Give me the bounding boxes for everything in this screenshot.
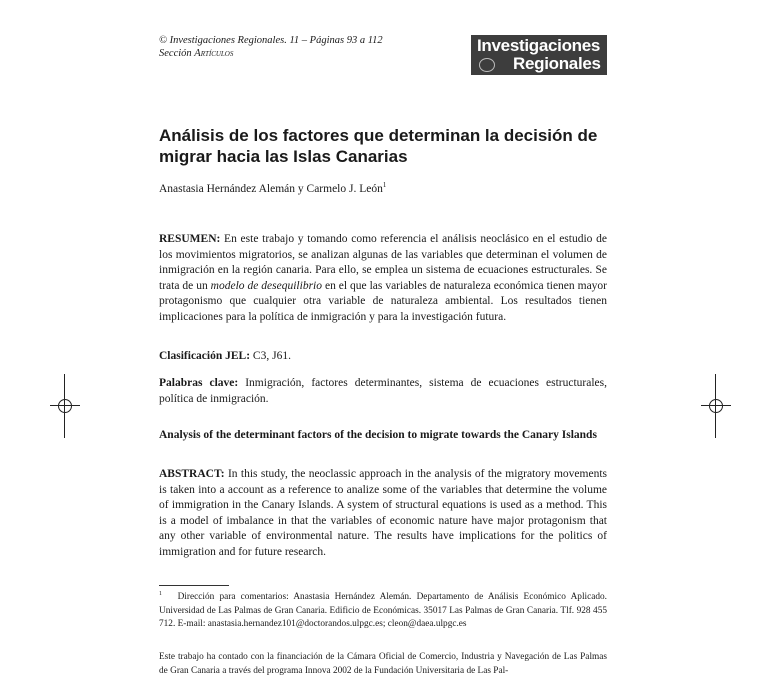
footnote-1-text: Dirección para comentarios: Anastasia Hernández Alemán. Departamento de Análisis Económico Aplicado. Universidad de Las Palmas de Gran Canaria. Edificio de Económicas. 35017 Las Palmas de Gran Canaria. Tlf. 928 455 712. E-mail: anastasia.hernandez101@doctorandos.ulpgc.es; cleon@daea.ulpgc.es	[159, 592, 607, 630]
authors	[159, 181, 386, 195]
resumen-paragraph	[159, 232, 607, 325]
english-title: Analysis of the determinant factors of the decision to migrate towards the Canary Islands	[159, 429, 597, 441]
author-note-mark: 1	[382, 181, 387, 189]
footnote-2: Este trabajo ha contado con la financiación de la Cámara Oficial de Comercio, Industria y Navegación de Las Palmas de Gran Canaria a través del programa Innova 2002 de la Fundación Universitaria de Las Pal-	[159, 652, 607, 676]
crop-line-left	[64, 374, 65, 438]
logo-line1: Investigaciones	[477, 36, 601, 55]
keywords-label: Palabras clave:	[159, 377, 239, 389]
citation-line: © Investigaciones Regionales. 11 – Páginas 93 a 112	[159, 35, 383, 46]
keywords-paragraph	[159, 376, 607, 407]
resumen-italic: modelo de desequilibrio	[210, 279, 322, 292]
crop-line-right	[715, 374, 716, 438]
crop-mark-right	[701, 391, 731, 421]
jel-label: Clasificación JEL:	[159, 350, 251, 362]
jel-classification	[159, 349, 607, 365]
globe-icon	[479, 58, 495, 72]
abstract-text: In this study, the neoclassic approach in the analysis of the migratory movements is taken into a account as a reference to analize some of the variables that determine the volume of immigration in the Canary Islands. A system of structural equations is used as a method. This is a model of imbalance in that the variables of economic nature have major protagonism that any other variable of environmental nature. The results have implications for the politics of immigration and for future research.	[159, 468, 607, 558]
footnote-1	[159, 588, 607, 632]
jel-codes: C3, J61.	[250, 350, 291, 362]
author-names: Anastasia Hernández Alemán y Carmelo J. León	[159, 182, 383, 195]
crop-mark-left	[50, 391, 80, 421]
footnote-rule	[159, 585, 229, 586]
resumen-text-2: en el que las variables de naturaleza económica tienen mayor protagonismo que cualquier otra variable de naturaleza ambiental. Los resultados tienen implicaciones para la política de inmigración y para la investigación futura.	[159, 279, 608, 323]
article-title: Análisis de los factores que determinan la decisión de migrar hacia las Islas Canarias	[159, 126, 598, 166]
footnote-number: 1	[159, 591, 162, 597]
section-label: Sección	[159, 48, 192, 59]
resumen-text-1: En este trabajo y tomando como referencia el análisis neoclásico en el estudio de los movimientos migratorios, se analizan algunas de las variables que determinan el volumen de inmigración en la región canaria. Para ello, se emplea un sistema de ecuaciones estructurales. Se trata de un	[159, 233, 607, 292]
journal-header	[159, 34, 383, 60]
abstract-paragraph	[159, 467, 607, 560]
resumen-label: RESUMEN:	[159, 233, 221, 245]
abstract-label: ABSTRACT:	[159, 468, 225, 480]
section-line	[159, 47, 383, 60]
keywords-text: Inmigración, factores determinantes, sistema de ecuaciones estructurales, política de inmigración.	[159, 377, 607, 405]
journal-logo	[471, 35, 607, 75]
logo-line2: Regionales	[513, 54, 601, 73]
section-name: Artículos	[194, 48, 234, 59]
